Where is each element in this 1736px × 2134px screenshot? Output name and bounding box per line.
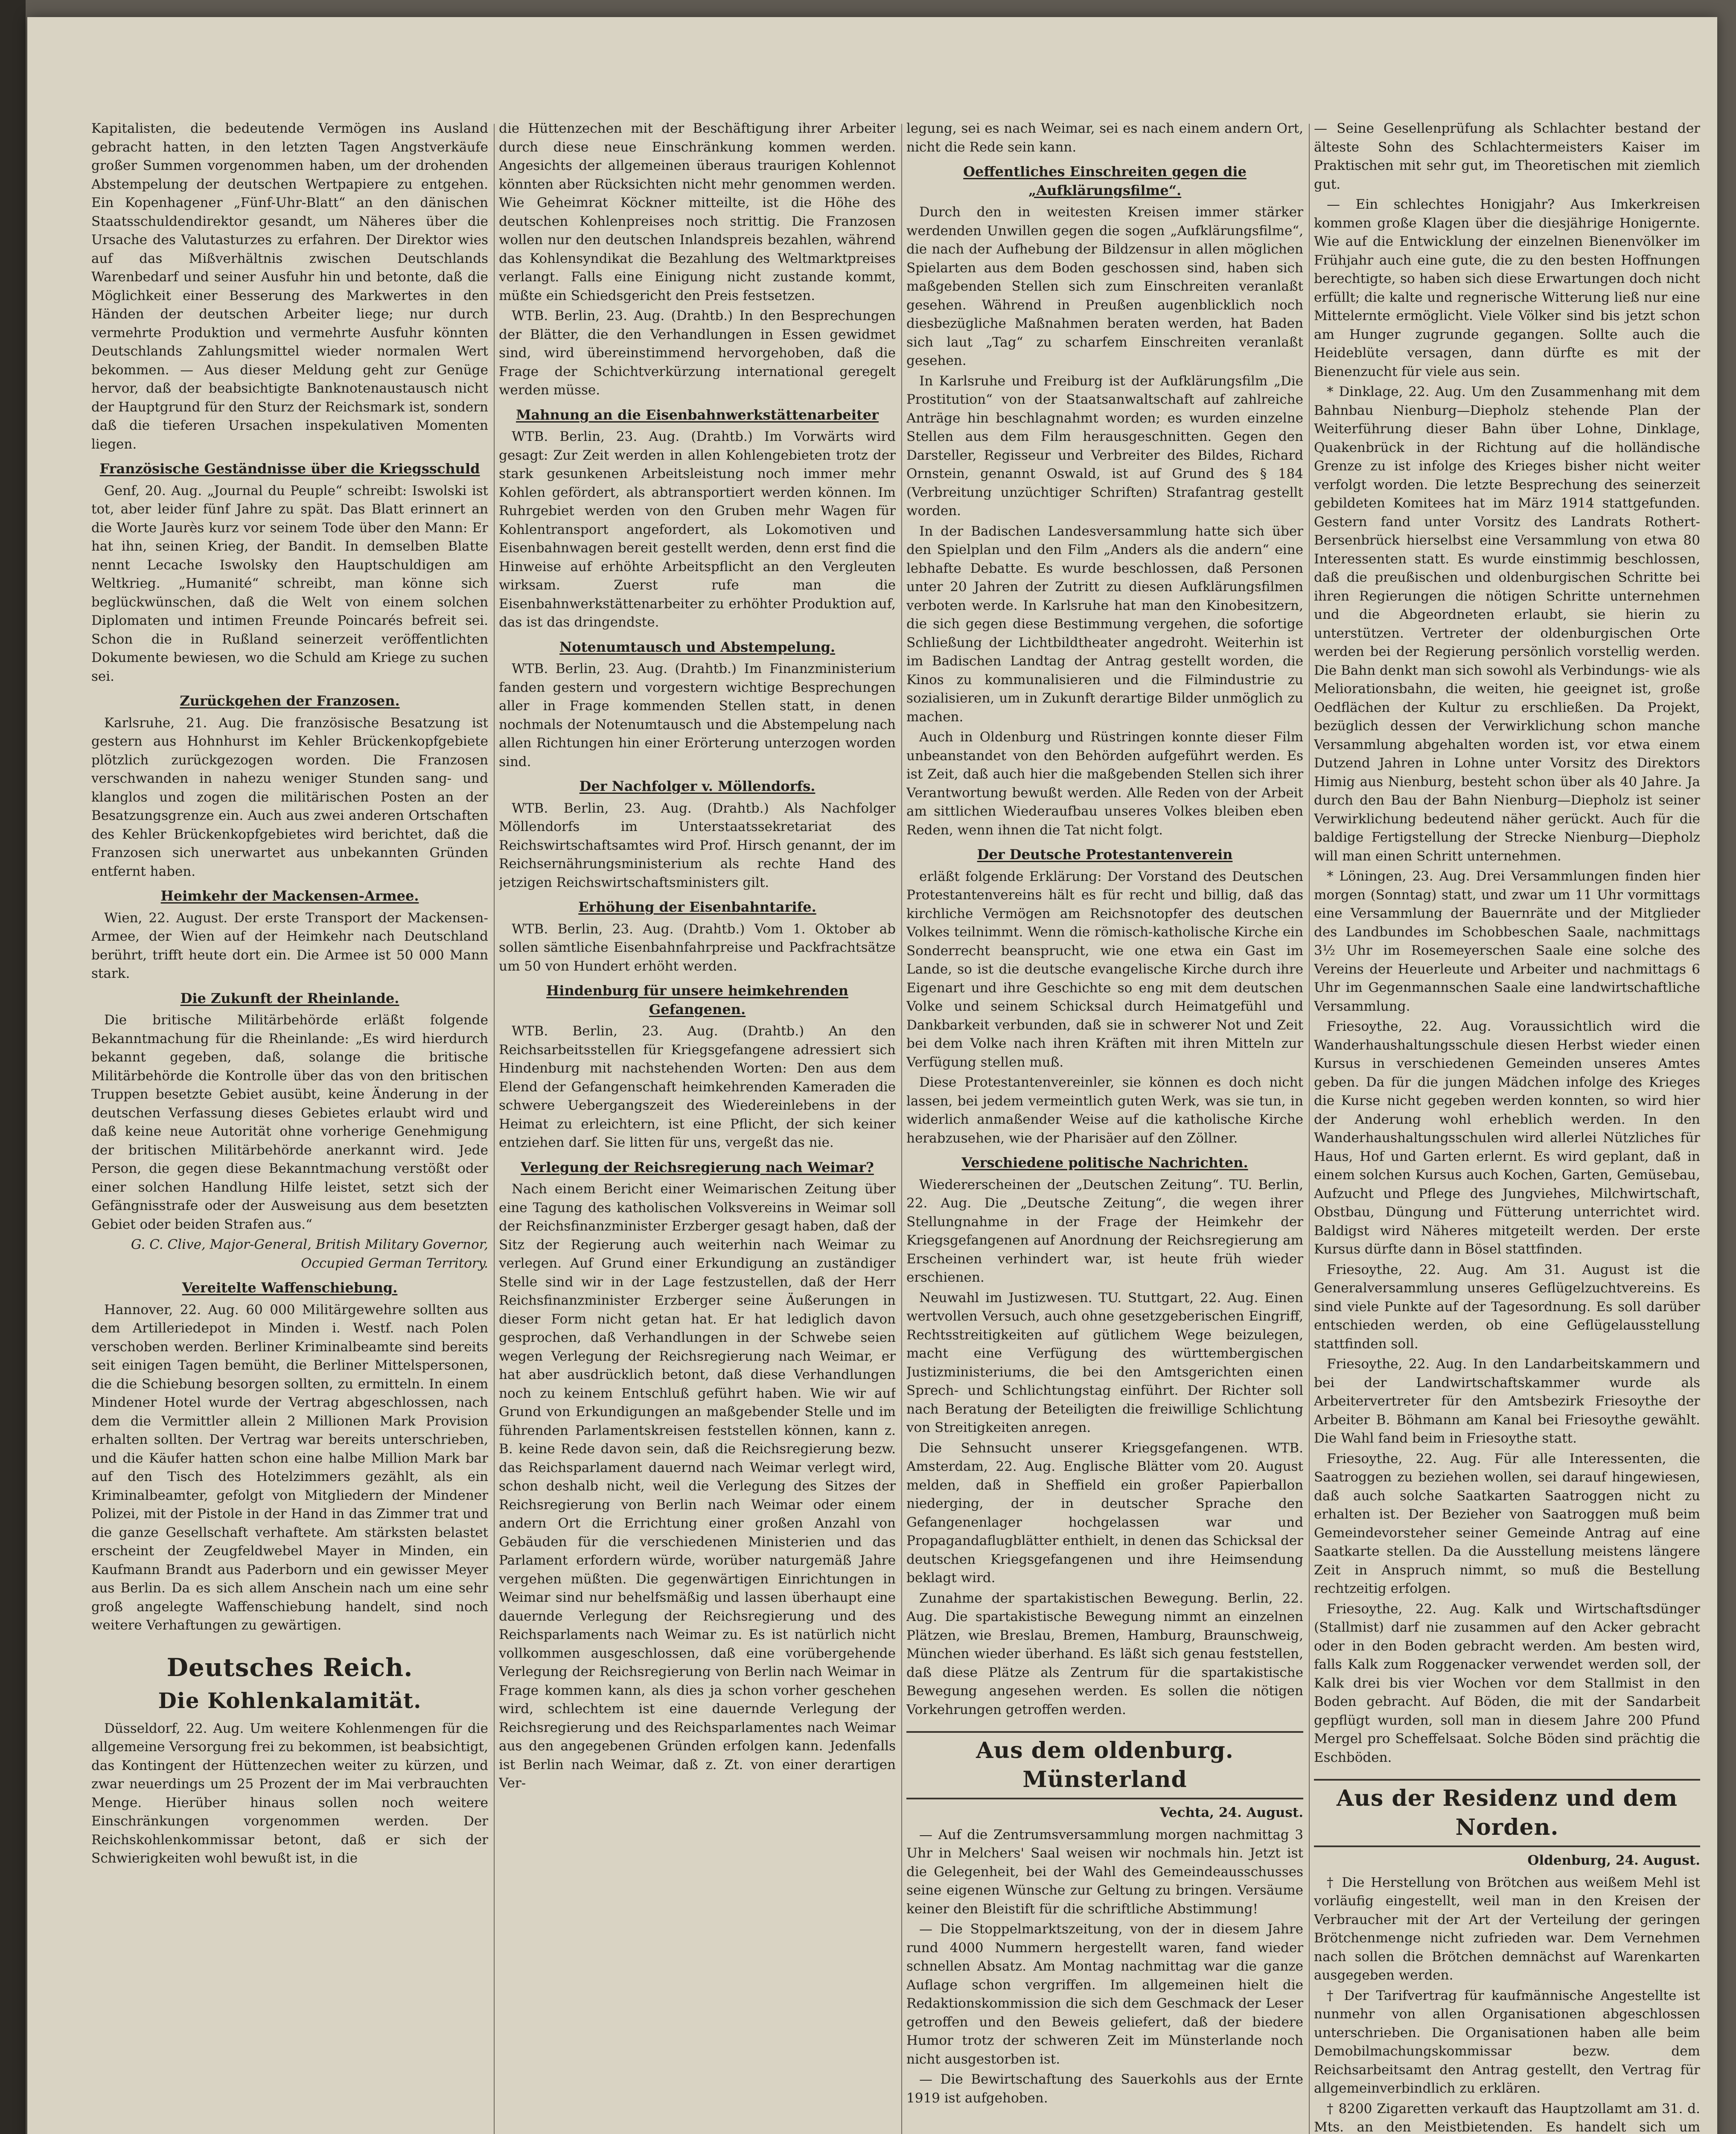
article-headline: Notenumtausch und Abstempelung. [559,638,835,655]
article-paragraph: Nach einem Bericht einer Weimarischen Zeitung über eine Tagung des katholischen Volksvereins in Weimar soll der Reichsfinanzminister Erzberger gesagt haben, daß der Sitz der Regierung auch weiterhin nach Weimar zu verlegen. Auf Grund einer Erkundigung an zuständiger Stelle sind wir in der Lage festzustellen, daß der Herr Reichsfinanzminister Erzberger seine Äußerungen in dieser Form nicht getan hat. Er hat lediglich davon gesprochen, daß Verhandlungen in der Schwebe seien wegen Verlegung der Reichsregierung nach Weimar, er hat aber ausdrücklich betont, daß diese Verhandlungen noch zu keinem Entschluß geführt haben. Wie wir auf Grund von Erkundigungen an maßgebender Stelle und im führenden Parlamentskreisen feststellen können, kann z. B. keine Rede davon sein, daß die Reichsregierung bezw. das Reichsparlament dauernd nach Weimar verlegt wird, schon deshalb nicht, weil die Verlegung des Sitzes der Reichsregierung von Berlin nach Weimar oder einem andern Ort die Errichtung einer großen Anzahl von Gebäuden für die verschiedenen Ministerien und das Parlament erfordern würde, worüber naturgemäß Jahre vergehen müßten. Die gegenwärtigen Einrichtungen in Weimar sind nur behelfsmäßig und lassen überhaupt eine dauernde Verlegung der Reichsregierung und des Reichsparlaments nach Weimar zu. Es ist natürlich nicht vollkommen ausgeschlossen, daß eine vorübergehende Verlegung der Reichsregierung von Berlin nach Weimar in Frage kommen kann, als dies ja schon vorher geschehen wird, schlechtem ist eine dauernde Verlegung der Reichsregierung und des Reichsparlamentes nach Weimar aus den angegebenen Gründen erfolgen kann. Jedenfalls ist Berlin nach Weimar, daß z. Zt. von einer derartigen Ver- [499,1181,896,1791]
article-headline: Erhöhung der Eisenbahntarife. [578,899,816,915]
article-paragraph: WTB. Berlin, 23. Aug. (Drahtb.) Im Vorwärts wird gesagt: Zur Zeit werden in allen Kohlengebieten trotz der stark gesunkenen Arbeitsleistung noch immer mehr Kohlen gefördert, als abtransportiert werden können. Im Ruhrgebiet werden von den Gruben mehr Wagen für Kohlentransport angefordert, als Lokomotiven und Eisenbahnwagen bereit gestellt werden, denn erst find die Hinweise auf erhöhte Arbeitspflicht an den Vergleuten wirksam. Zuerst rufe man die Eisenbahnwerkstättenarbeiter zu erhöhter Produktion auf, das ist das dringendste. [499,429,896,630]
section-heading: Aus der Residenz und dem Norden. [1314,1779,1700,1847]
newspaper-page [27,17,1717,2134]
article-headline: Vereitelte Waffenschiebung. [182,1280,398,1296]
column-3 [906,120,1303,2134]
article-paragraph: In der Badischen Landesversammlung hatte sich über den Spielplan und den Film „Anders als die andern“ eine lebhafte Debatte. Es wurde beschlossen, daß Personen unter 20 Jahren der Zutritt zu diesen Aufklärungsfilmen verboten werde. In Karlsruhe hat man den Kinobesitzern, die sich gegen diese Bestimmung vergehen, die sofortige Schließung der Lichtbildtheater angedroht. Weiterhin ist im Badischen Landtag der Antrag gestellt worden, die Kinos zu kommunalisieren und die Filmindustrie zu sozialisieren, um in Zukunft derartige Bilder unmöglich zu machen. [906,523,1303,725]
article-paragraph: — Die Stoppelmarktszeitung, von der in diesem Jahre rund 4000 Nummern hergestellt waren, fand wieder schnellen Absatz. Am Montag nachmittag war die ganze Auflage schon vergriffen. Im allgemeinen hielt die Redaktionskommission die sich dem Geschmack der Leser getroffen und den Beweis geliefert, daß der biedere Humor trotz der schweren Zeit im Münsterlande noch nicht ausgestorben ist. [906,1921,1303,2067]
article-paragraph: Friesoythe, 22. Aug. Kalk und Wirtschaftsdünger (Stallmist) darf nie zusammen auf den Acker gebracht oder in den Boden gebracht werden. Am besten wird, falls Kalk zum Roggenacker verwendet werden soll, der Kalk drei bis vier Wochen vor dem Stallmist in den Boden gebracht. Auf Böden, die mit der Sandarbeit gepflügt wurden, soll man in diesem Jahre 200 Pfund Mergel pro Scheffelsaat. Solche Böden sind prächtig die Eschböden. [1314,1601,1700,1765]
article-paragraph: Karlsruhe, 21. Aug. Die französische Besatzung ist gestern aus Hohnhurst im Kehler Brückenkopfgebiete plötzlich zurückgezogen worden. Die Franzosen verschwanden in nahezu weniger Stunden sang- und klanglos und zogen die militärischen Posten an der Besatzungsgrenze ein. Auch aus zwei anderen Ortschaften des Kehler Brückenkopfgebietes wird berichtet, daß die Franzosen sich unerwartet aus unbekannten Gründen entfernt haben. [91,715,488,879]
column-2 [499,120,896,2134]
article-paragraph: WTB. Berlin, 23. Aug. (Drahtb.) In den Besprechungen der Blätter, die den Verhandlungen in Essen gewidmet sind, wird übereinstimmend hervorgehoben, daß die Frage der Schichtverkürzung international geregelt werden müsse. [499,308,896,398]
article-paragraph: erläßt folgende Erklärung: Der Vorstand des Deutschen Protestantenvereins hält es für recht und billig, daß das kirchliche Vermögen am Reichsnotopfer des deutschen Volkes teilnimmt. Wenn die römisch-katholische Kirche ein Sonderrecht beansprucht, wie one etwa ein Gast im Lande, so ist die deutsche evangelische Kirche durch ihre Eigenart und ihre Geschichte so eng mit dem deutschen Volke und seinem Schicksal durch Heimatgefühl und Dankbarkeit verbunden, daß sie in schwerer Not und Zeit bei dem Volke nach ihren Kräften mit ihren Mitteln zur Verfügung stellen muß. [906,869,1303,1070]
section-subheading: Die Kohlenkalamität. [158,1688,422,1713]
article-paragraph: Friesoythe, 22. Aug. In den Landarbeitskammern und bei der Landwirtschaftskammer wurde als Arbeitervertreter für den Amtsbezirk Friesoythe der Arbeiter B. Böhmann am Kanal bei Friesoythe gewählt. Die Wahl fand beim in Friesoythe statt. [1314,1356,1700,1446]
article-paragraph: WTB. Berlin, 23. Aug. (Drahtb.) Vom 1. Oktober ab sollen sämtliche Eisenbahnfahrpreise und Packfrachtsätze um 50 von Hundert erhöht werden. [499,921,896,974]
article-paragraph: Friesoythe, 22. Aug. Für alle Interessenten, die Saatroggen zu beziehen wollen, sei darauf hingewiesen, daß auch solche Saatkarten Saatroggen nicht zu erhalten ist. Der Bezieher von Saatroggen muß beim Gemeindevorsteher seiner Gemeinde Antrag auf eine Saatkarte stellen. Da die Ausstellung meistens längere Zeit in Anspruch nimmt, so muß die Bestellung rechtzeitig erfolgen. [1314,1451,1700,1596]
article-paragraph: — Seine Gesellenprüfung als Schlachter bestand der älteste Sohn des Schlachtermeisters Kaiser im Praktischen mit sehr gut, im Theoretischen mit ziemlich gut. [1314,121,1700,192]
scan-binding-edge [0,0,26,2134]
column-rule [494,124,495,2134]
article-paragraph: Friesoythe, 22. Aug. Am 31. August ist die Generalversammlung unseres Geflügelzuchtvereins. Es sind viele Punkte auf der Tagesordnung. Es soll darüber entschieden werden, ob eine Geflügelausstellung stattfinden soll. [1314,1262,1700,1352]
article-headline: Oeffentliches Einschreiten gegen die „Aufklärungsfilme“. [963,163,1247,198]
article-paragraph: † 8200 Zigaretten verkauft das Hauptzollamt am 31. d. Mts. an den Meistbietenden. Es handelt sich um [1314,2101,1700,2134]
article-headline: Der Deutsche Protestantenverein [977,846,1233,863]
article-paragraph: † Die Herstellung von Brötchen aus weißem Mehl ist vorläufig eingestellt, weil man in den Kreisen der Verbraucher mit der Art der Verteilung der geringen Brötchenmenge nicht zufrieden war. Dem Vernehmen nach sollen die Brötchen demnächst auf Warenkarten ausgegeben werden. [1314,1875,1700,1983]
article-paragraph: Die Sehnsucht unserer Kriegsgefangenen. WTB. Amsterdam, 22. Aug. Englische Blätter vom 20. August melden, daß in Sheffield ein großer Papierballon niederging, der in deutscher Sprache den Gefangenenlager hochgelassen war und Propagandaflugblätter enthielt, in denen das Schicksal der deutschen Kriegsgefangenen und ihre Heimsendung beklagt wird. [906,1440,1303,1586]
dateline: Oldenburg, 24. August. [1527,1853,1700,1868]
article-paragraph: Kapitalisten, die bedeutende Vermögen ins Ausland gebracht hatten, in den letzten Tagen Angstverkäufe großer Summen vorgenommen haben, um der drohenden Abstempelung der deutschen Wertpapiere zu entgehen. Ein Kopenhagener „Fünf-Uhr-Blatt“ an den dänischen Staatsschuldendirektor gesandt, um Näheres über die Ursache des Valutasturzes zu erfahren. Der Direktor wies auf das Mißverhältnis zwischen Deutschlands Warenbedarf und seiner Ausfuhr hin und betonte, daß die Möglichkeit einer Besserung des Markwertes in den Händen der deutschen Arbeiter liege; nur durch vermehrte Produktion und vermehrte Ausfuhr könnten Deutschlands Zahlungsmittel wieder normalen Wert bekommen. — Aus dieser Meldung geht zur Genüge hervor, daß der beabsichtigte Banknotenaustausch nicht der Hauptgrund für den Sturz der Reichsmark ist, sondern daß die tieferen Ursachen inspekulativen Momenten liegen. [91,121,488,452]
article-paragraph: Wiedererscheinen der „Deutschen Zeitung“. TU. Berlin, 22. Aug. Die „Deutsche Zeitung“, die wegen ihrer Stellungnahme in der Frage der Heimkehr der Kriegsgefangenen auf Anordnung der Reichsregierung am Erscheinen verhindert war, ist heute früh wieder erschienen. [906,1177,1303,1285]
article-paragraph: — Die Bewirtschaftung des Sauerkohls aus der Ernte 1919 ist aufgehoben. [906,2072,1303,2106]
article-headline: Zurückgehen der Franzosen. [180,693,400,709]
article-paragraph: * Dinklage, 22. Aug. Um den Zusammenhang mit dem Bahnbau Nienburg—Diepholz stehende Plan der Weiterführung dieser Bahn über Lohne, Dinklage, Quakenbrück in der Richtung auf die holländische Grenze zu ist infolge des Krieges bisher nicht weiter verfolgt worden. Die letzte Besprechung des seinerzeit gebildeten Komitees hat im März 1914 stattgefunden. Gestern fand unter Vorsitz des Landrats Rothert-Bersenbrück hierselbst eine Versammlung von etwa 80 Interessenten statt. Es wurde einstimmig beschlossen, daß die preußischen und oldenburgischen Schritte bei ihren Regierungen die nötigen Schritte unternehmen und die Abgeordneten erlaubt, sie hierin zu unterstützen. Vertreter der oldenburgischen Orte werden bei der Regierung persönlich vorstellig werden. Die Bahn denkt man sich sowohl als Verbindungs- wie als Meliorationsbahn, die weiten, hie geeignet ist, große Oedflächen der Kultur zu erschließen. Da Projekt, bezüglich dessen der Verwirklichung schon manche Versammlung abgehalten worden ist, vor etwa einem Dutzend Jahren in Lohne unter Vorsitz des Direktors Himig aus Nienburg, besteht schon über als 40 Jahre. Ja durch den Bau der Bahn Nienburg—Diepholz ist seiner Verwirklichung bedeutend näher gerückt. Auch für die baldige Fertigstellung der Strecke Nienburg—Diepholz will man einen Schritt unternehmen. [1314,384,1700,864]
article-headline: Mahnung an die Eisenbahnwerkstättenarbeiter [516,406,879,423]
article-paragraph: Diese Protestantenvereinler, sie können es doch nicht lassen, bei jedem vermeintlich guten Werk, was sie tun, in widerlich anmaßender Weise auf die katholische Kirche herabzusehen, wie der Pharisäer auf den Zöllner. [906,1075,1303,1146]
article-paragraph: WTB. Berlin, 23. Aug. (Drahtb.) Im Finanzministerium fanden gestern und vorgestern wichtige Besprechungen aller in Frage kommenden Stellen statt, in denen nochmals der Notenumtausch und die Abstempelung nach allen Richtungen hin einer Erörterung unterzogen worden sind. [499,661,896,770]
article-headline: Der Nachfolger v. Möllendorfs. [579,778,816,794]
article-headline: Französische Geständnisse über die Kriegsschuld [99,461,480,477]
article-paragraph: WTB. Berlin, 23. Aug. (Drahtb.) An den Reichsarbeitsstellen für Kriegsgefangene adressiert sich Hindenburg mit nachstehenden Worten: Den aus dem Elend der Gefangenschaft heimkehrenden Kameraden die schwere Uebergangszeit des Wiedereinlebens in der Heimat zu erleichtern, ist eine Pflicht, der sich keiner entziehen darf. Sie litten für uns, vergeßt das nie. [499,1023,896,1150]
article-headline: Hindenburg für unsere heimkehrenden Gefangenen. [546,982,848,1017]
article-paragraph: die Hüttenzechen mit der Beschäftigung ihrer Arbeiter durch diese neue Einschränkung kommen werden. Angesichts der allgemeinen überaus traurigen Kohlennot könnten aber Rücksichten nicht mehr genommen werden. Wie Geheimrat Köckner mitteilte, ist die Höhe des deutschen Kohlenpreises noch strittig. Die Franzosen wollen nur den deutschen Inlandspreis bezahlen, während das Kohlensyndikat die Bezahlung des Weltmarktpreises verlangt. Falls eine Einigung nicht zustande kommt, müßte ein Schiedsgericht den Preis festsetzen. [499,121,896,303]
article-paragraph: In Karlsruhe und Freiburg ist der Aufklärungsfilm „Die Prostitution“ von der Staatsanwaltschaft auf zahlreiche Anträge hin beschlagnahmt worden; es wurden einzelne Stellen aus dem Film herausgeschnitten. Gegen den Darsteller, Regisseur und Verbreiter des Bildes, Richard Ornstein, genannt Oswald, ist auf Grund des § 184 (Verbreitung unzüchtiger Schriften) Strafantrag gestellt worden. [906,373,1303,519]
article-paragraph: Düsseldorf, 22. Aug. Um weitere Kohlenmengen für die allgemeine Versorgung frei zu bekommen, ist beabsichtigt, das Kontingent der Hüttenzechen weiter zu kürzen, und zwar neuerdings um 25 Prozent der im Mai verbrauchten Menge. Hierüber hinaus sollen noch weitere Einschränkungen vorgenommen werden. Der Reichskohlenkommissar betont, daß er sich der Schwierigkeiten wohl bewußt ist, in die [91,1720,488,1866]
article-paragraph: Auch in Oldenburg und Rüstringen konnte dieser Film unbeanstandet von den Behörden aufgeführt werden. Es ist Zeit, daß auch hier die maßgebenden Stellen sich ihrer Verantwortung bewußt werden. Alle Reden von der Arbeit am sittlichen Wiederaufbau unseres Volkes bleiben eben Reden, wenn ihnen die Tat nicht folgt. [906,729,1303,838]
column-4 [1314,120,1700,2134]
article-headline: Die Zukunft der Rheinlande. [180,990,399,1006]
article-headline: Verlegung der Reichsregierung nach Weimar? [521,1159,874,1175]
article-paragraph: Hannover, 22. Aug. 60 000 Militärgewehre sollten aus dem Artilleriedepot in Minden i. Westf. nach Polen verschoben werden. Berliner Kriminalbeamte sind bereits seit einigen Tagen bemüht, die Berliner Mittelspersonen, die die Schiebung besorgen sollten, zu ermitteln. In einem Mindener Hotel wurde der Vertrag abgeschlossen, nach dem die Vermittler allein 2 Millionen Mark Provision erhalten sollten. Der Vertrag war bereits unterschrieben, und die Käufer hatten schon eine halbe Million Mark bar auf den Tisch des Hotelzimmers gezählt, als ein Kriminalbeamter, gefolgt von Mitgliedern der Mindener Polizei, mit der Pistole in der Hand in das Zimmer trat und die ganze Gesellschaft verhaftete. Am stärksten belastet erscheint der Zeugfeldwebel Mayer in Minden, ein Kaufmann Brandt aus Paderborn und ein gewisser Meyer aus Berlin. Da es sich allem Anschein nach um eine sehr groß angelegte Waffenschiebung handelt, sind noch weitere Verhaftungen zu gewärtigen. [91,1302,488,1633]
article-paragraph: — Ein schlechtes Honigjahr? Aus Imkerkreisen kommen große Klagen über die diesjährige Honigernte. Wie auf die Entwicklung der einzelnen Bienenvölker im Frühjahr auch eine gute, die zu den besten Hoffnungen berechtigte, so haben sich diese Erwartungen doch nicht erfüllt; die kalte und regnerische Witterung ließ nur eine Mittelernte ermöglicht. Viele Völker sind bis jetzt schon am Hunger zugrunde gegangen. Sollte auch die Heideblüte versagen, dann dürfte es mit der Bienenzucht für viele aus sein. [1314,197,1700,379]
column-rule [901,124,902,2134]
article-paragraph: Friesoythe, 22. Aug. Voraussichtlich wird die Wanderhaushaltungsschule diesen Herbst wieder einen Kursus in verschiedenen Gemeinden unseres Amtes geben. Da für die jungen Mädchen infolge des Krieges die Kurse nicht gegeben werden konnten, so wird hier der Anderung wohl erheblich werden. In den Wanderhaushaltungsschulen wird allerlei Nützliches für Haus, Hof und Garten erlernt. Es wird geplant, daß in einem solchen Kursus auch Kochen, Garten, Gemüsebau, Aufzucht und Pflege des Jungviehes, Milchwirtschaft, Obstbau, Düngung und Fütterung unterrichtet wird. Baldigst wird Näheres mitgeteilt werden. Der erste Kursus dürfte dann in Bösel stattfinden. [1314,1019,1700,1257]
article-paragraph: Genf, 20. Aug. „Journal du Peuple“ schreibt: Iswolski ist tot, aber leider fünf Jahre zu spät. Das Blatt erinnert an die Worte Jaurès kurz vor seinem Tode über den Mann: Er hat ihn, seinen Krieg, der Bandit. In demselben Blatte nennt Lecache Iswolsky den Hauptschuldigen am Weltkrieg. „Humanité“ schreibt, man könne sich beglückwünschen, daß die Welt von einem solchen Diplomaten und intimen Freunde Poincarés befreit sei. Schon die in Rußland seinerzeit veröffentlichten Dokumente bewiesen, wo die Schuld am Kriege zu suchen sei. [91,483,488,684]
signature-line: G. C. Clive, Major-General, British Military Governor, Occupied German Territory. [131,1237,488,1271]
column-rule [1309,124,1310,2134]
article-paragraph: Zunahme der spartakistischen Bewegung. Berlin, 22. Aug. Die spartakistische Bewegung nimmt an einzelnen Plätzen, wie Breslau, Bremen, Hamburg, Braunschweig, München wieder überhand. Es läßt sich genau feststellen, daß diese Plätze als Zentrum für die spartakistische Bewegung angesehen werden. Es sollen die nötigen Vorkehrungen getroffen werden. [906,1590,1303,1717]
article-paragraph: WTB. Berlin, 23. Aug. (Drahtb.) Als Nachfolger Möllendorfs im Unterstaatssekretariat des Reichswirtschaftsamtes wird Prof. Hirsch genannt, der im Reichsernährungsministerium als rechte Hand des jetzigen Reichswirtschaftsministers gilt. [499,800,896,890]
article-headline: Heimkehr der Mackensen-Armee. [160,888,419,904]
column-1 [91,120,488,2134]
article-paragraph: † Der Tarifvertrag für kaufmännische Angestellte ist nunmehr von allen Organisationen abgeschlossen unterschrieben. Die Organisationen haben alle beim Demobilmachungskommissar bezw. dem Reichsarbeitsamt den Antrag gestellt, den Vertrag für allgemeinverbindlich zu erklären. [1314,1988,1700,2096]
section-heading: Deutsches Reich. [166,1653,413,1682]
article-paragraph: * Löningen, 23. Aug. Drei Versammlungen finden hier morgen (Sonntag) statt, und zwar um 11 Uhr vormittags eine Versammlung der Bauernräte und der Mitglieder des Landbundes im Schobbeschen Saale, nachmittags 3½ Uhr im Rosemeyerschen Saale eine solche des Vereins der Heuerleute und Arbeiter und nachmittags 6 Uhr im Gegenmannschen Saale eine landwirtschaftliche Versammlung. [1314,869,1700,1014]
article-paragraph: Wien, 22. August. Der erste Transport der Mackensen-Armee, der Wien auf der Heimkehr nach Deutschland berührt, trifft heute dort ein. Die Armee ist 50 000 Mann stark. [91,910,488,981]
article-paragraph: Neuwahl im Justizwesen. TU. Stuttgart, 22. Aug. Einen wertvollen Versuch, auch ohne gesetzgeberischen Eingriff, Rechtsstreitigkeiten auf gütlichem Wege beizulegen, macht eine Verfügung des württembergischen Justizministeriums, die bei den Amtsgerichten einen Sprech- und Schlichtungstag einführt. Der Richter soll nach Beratung der Beteiligten die freiwillige Schlichtung von Streitigkeiten anregen. [906,1290,1303,1435]
article-paragraph: legung, sei es nach Weimar, sei es nach einem andern Ort, nicht die Rede sein kann. [906,121,1303,155]
dateline: Vechta, 24. August. [1159,1805,1303,1820]
section-heading: Aus dem oldenburg. Münsterland [906,1731,1303,1799]
article-headline: Verschiedene politische Nachrichten. [961,1154,1248,1171]
article-paragraph: — Auf die Zentrumsversammlung morgen nachmittag 3 Uhr in Melchers' Saal weisen wir nochmals hin. Jetzt ist die Gelegenheit, bei der Wahl des Gemeindeausschusses seine eigenen Wünsche zur Geltung zu bringen. Versäume keiner den Bleistift für die schriftliche Abstimmung! [906,1827,1303,1917]
article-paragraph: Durch den in weitesten Kreisen immer stärker werdenden Unwillen gegen die sogen „Aufklärungsfilme“, die nach der Aufhebung der Bildzensur in allen möglichen Spielarten aus dem Boden geschossen sind, haben sich maßgebenden Stellen sich zum Einschreiten veranlaßt gesehen. Während in Preußen augenblicklich noch diesbezügliche Maßnahmen beraten werden, hat Baden sich laut „Tag“ zu scharfem Einschreiten veranlaßt gesehen. [906,204,1303,368]
article-paragraph: Die britische Militärbehörde erläßt folgende Bekanntmachung für die Rheinlande: „Es wird hierdurch bekannt gegeben, daß, solange die britische Militärbehörde die Kontrolle über das von den britischen Truppen besetzte Gebiet ausübt, keine Änderung in der deutschen Verfassung dieses Gebietes erlaubt wird und daß keine neue Autorität ohne vorherige Genehmigung der britischen Militärbehörde anerkannt wird. Jede Person, die gegen diese Bekanntmachung verstößt oder einer solchen Handlung Hilfe leistet, setzt sich der Gefängnisstrafe oder der Ausweisung aus dem besetzten Gebiet oder beiden Strafen aus.“ [91,1012,488,1232]
